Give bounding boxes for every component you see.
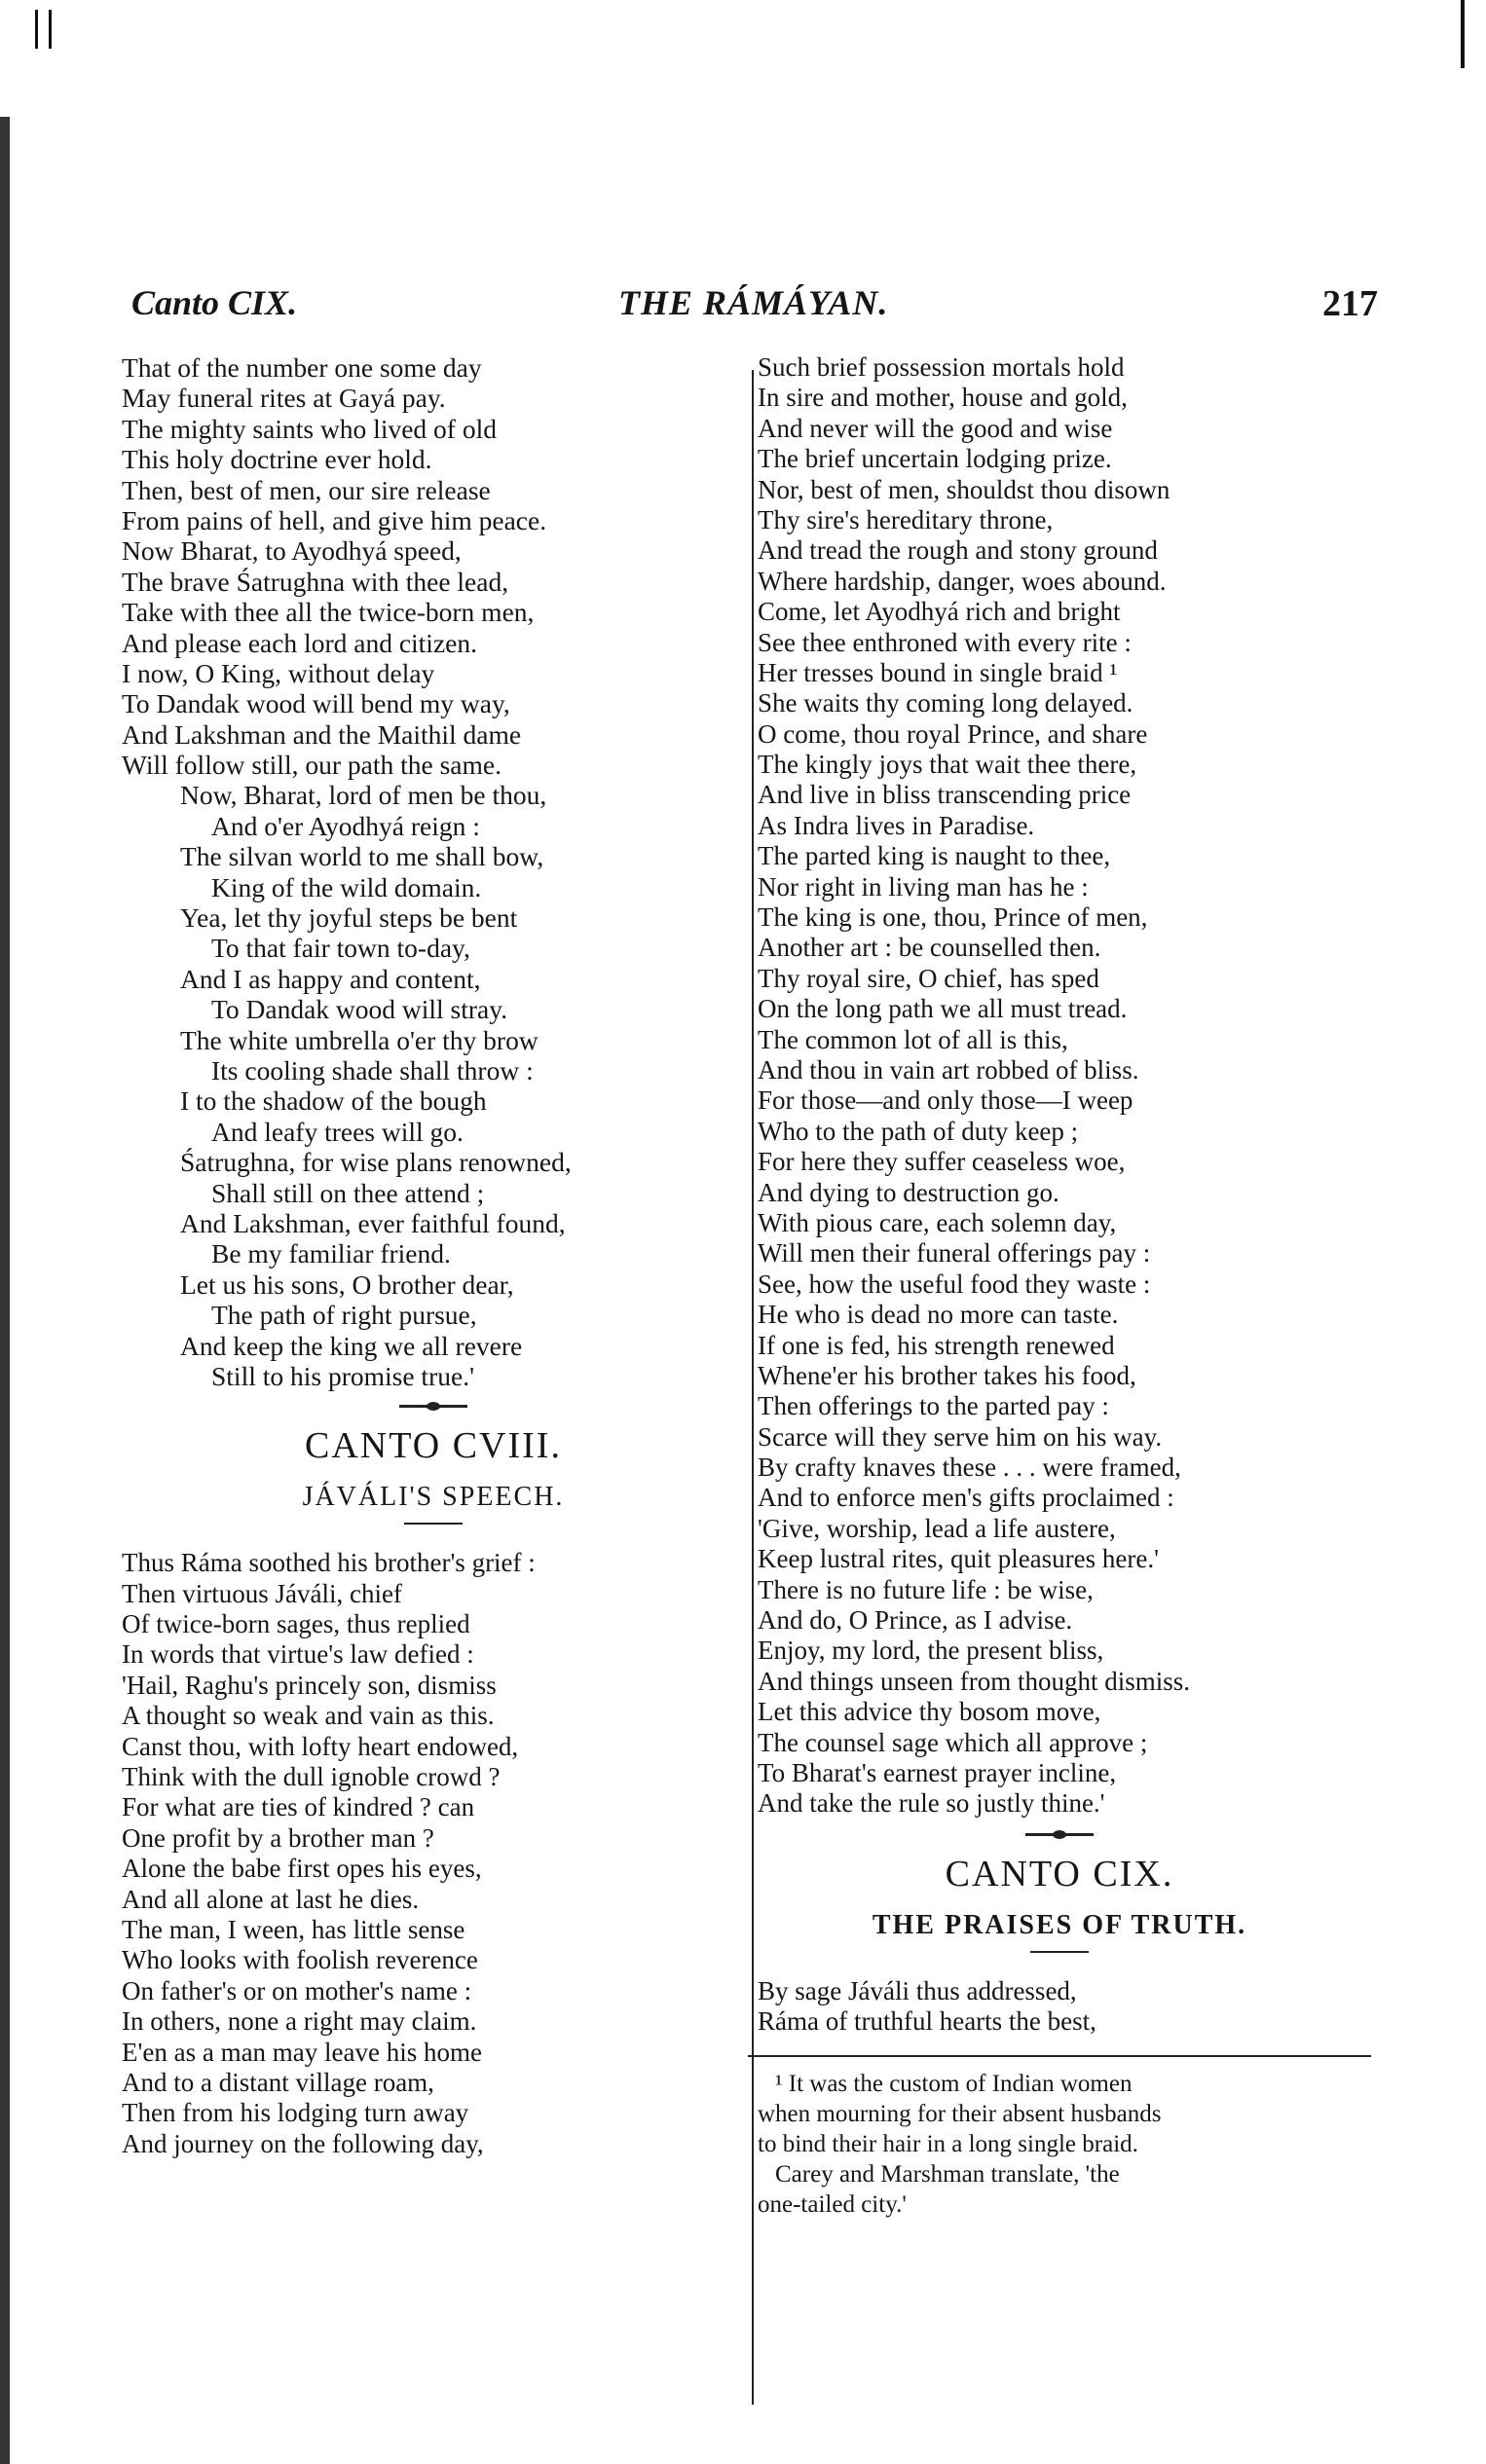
verse-line: And please each lord and citizen.: [122, 627, 477, 658]
canto-cix-opening-verse: [758, 1976, 1361, 2038]
verse-line: And tread the rough and stony ground: [758, 535, 1158, 566]
verse-line: Śatrughna, for wise plans renowned,: [180, 1147, 572, 1178]
verse-line: The kingly joys that wait thee there,: [758, 750, 1137, 780]
verse-line: From pains of hell, and give him peace.: [122, 504, 547, 535]
footnote-line: one-tailed city.': [758, 2190, 907, 2218]
footnote-line: Carey and Marshman translate, 'the: [775, 2160, 1120, 2188]
verse-line: Then virtuous Jáváli, chief: [122, 1578, 402, 1608]
verse-line: And keep the king we all revere: [180, 1330, 523, 1361]
verse-line: Will follow still, our path the same.: [122, 750, 502, 781]
verse-line: Thy royal sire, O chief, has sped: [758, 963, 1099, 993]
verse-line: Whene'er his brother takes his food,: [758, 1360, 1136, 1390]
stanza-verse-2: [122, 780, 745, 1391]
verse-line: There is no future life : be wise,: [758, 1574, 1094, 1604]
verse-line: Canst thou, with lofty heart endowed,: [122, 1731, 519, 1761]
page-number: 217: [1322, 283, 1378, 324]
running-head-canto: Canto CIX.: [131, 283, 298, 322]
verse-line: Her tresses bound in single braid ¹: [758, 657, 1118, 687]
verse-line: See thee enthroned with every rite :: [758, 627, 1132, 657]
verse-line: In sire and mother, house and gold,: [758, 383, 1128, 413]
verse-line: Nor, best of men, shouldst thou disown: [758, 474, 1170, 504]
verse-line: Be my familiar friend.: [211, 1238, 451, 1269]
verse-line: Scarce will they serve him on his way.: [758, 1421, 1163, 1452]
verse-line: And all alone at last he dies.: [122, 1884, 420, 1914]
column-divider: [752, 370, 754, 2405]
verse-line: Another art : be counselled then.: [758, 933, 1101, 963]
verse-line: Such brief possession mortals hold: [758, 352, 1125, 382]
verse-line: Who looks with foolish reverence: [122, 1945, 478, 1975]
verse-line: The man, I ween, has little sense: [122, 1914, 465, 1944]
verse-line: And take the rule so justly thine.': [758, 1788, 1105, 1819]
verse-line: The path of right pursue,: [211, 1300, 477, 1331]
verse-line: By crafty knaves these . . . were framed,: [758, 1453, 1181, 1483]
verse-line: To Bharat's earnest prayer incline,: [758, 1757, 1117, 1787]
verse-line: E'en as a man may leave his home: [122, 2037, 482, 2067]
page-header: [131, 282, 1397, 331]
verse-line: The parted king is naught to thee,: [758, 841, 1111, 871]
verse-line: Let this advice thy bosom move,: [758, 1697, 1101, 1727]
verse-line: And never will the good and wise: [758, 413, 1113, 443]
verse-line: And leafy trees will go.: [211, 1116, 464, 1147]
verse-line: And Lakshman and the Maithil dame: [122, 718, 522, 750]
verse-line: Shall still on thee attend ;: [211, 1177, 485, 1208]
subtitle-rule: [1030, 1951, 1089, 1953]
verse-line: Enjoy, my lord, the present bliss,: [758, 1636, 1104, 1666]
verse-line: She waits thy coming long delayed.: [758, 688, 1133, 718]
verse-line: And dying to destruction go.: [758, 1177, 1059, 1207]
verse-line: For here they suffer ceaseless woe,: [758, 1147, 1126, 1177]
verse-line: To Dandak wood will stray.: [211, 994, 508, 1025]
verse-line: Will men their funeral offerings pay :: [758, 1238, 1151, 1269]
verse-line: And live in bliss transcending price: [758, 780, 1132, 810]
verse-line: And do, O Prince, as I advise.: [758, 1605, 1073, 1636]
verse-line: And o'er Ayodhyá reign :: [211, 810, 480, 841]
verse-line: The counsel sage which all approve ;: [758, 1727, 1148, 1757]
verse-line: O come, thou royal Prince, and share: [758, 718, 1148, 749]
verse-line: Think with the dull ignoble crowd ?: [122, 1762, 501, 1792]
verse-line: To that fair town to-day,: [211, 933, 470, 964]
verse-line: The silvan world to me shall bow,: [180, 841, 544, 872]
verse-line: The white umbrella o'er thy brow: [180, 1024, 539, 1055]
verse-line: The brave Śatrughna with thee lead,: [122, 566, 509, 597]
verse-line: See, how the useful food they waste :: [758, 1269, 1151, 1299]
verse-line: 'Give, worship, lead a life austere,: [758, 1513, 1116, 1543]
verse-line: The mighty saints who lived of old: [122, 413, 497, 444]
verse-line: Its cooling shade shall throw :: [211, 1054, 534, 1085]
section-ornament: [1025, 1833, 1094, 1836]
verse-line: Then from his lodging turn away: [122, 2098, 469, 2128]
verse-line: A thought so weak and vain as this.: [122, 1701, 495, 1731]
verse-line: Yea, let thy joyful steps be bent: [180, 902, 518, 934]
verse-line: Let us his sons, O brother dear,: [180, 1269, 514, 1300]
scan-edge-left: [0, 117, 10, 2464]
verse-line: That of the number one some day: [122, 352, 482, 383]
footnote-line: to bind their hair in a long single braid.: [758, 2130, 1138, 2157]
verse-line: Then, best of men, our sire release: [122, 474, 491, 505]
footnote: [758, 2069, 1361, 2220]
verse-line: Nor right in living man has he :: [758, 871, 1089, 901]
verse-line: In words that virtue's law defied :: [122, 1639, 474, 1670]
verse-line: Now Bharat, to Ayodhyá speed,: [122, 535, 462, 567]
verse-line: Then offerings to the parted pay :: [758, 1391, 1109, 1421]
footnote-rule: [748, 2055, 1371, 2057]
verse-line: For what are ties of kindred ? can: [122, 1792, 475, 1822]
scan-edge-right-mark: [1461, 0, 1465, 68]
canto-subtitle-cviii: JÁVÁLI'S SPEECH.: [302, 1482, 565, 1513]
canto-title-cix: CANTO CIX.: [945, 1853, 1174, 1894]
verse-line: Ráma of truthful hearts the best,: [758, 2006, 1096, 2037]
verse-line: By sage Jáváli thus addressed,: [758, 1975, 1077, 2005]
verse-line: This holy doctrine ever hold.: [122, 444, 432, 475]
verse-line: And to a distant village roam,: [122, 2067, 434, 2097]
verse-line: Of twice-born sages, thus replied: [122, 1609, 470, 1639]
subtitle-rule: [404, 1523, 463, 1525]
canto-subtitle-cix: THE PRAISES OF TRUTH.: [872, 1909, 1247, 1940]
verse-line: As Indra lives in Paradise.: [758, 810, 1035, 840]
verse-line: And to enforce men's gifts proclaimed :: [758, 1483, 1174, 1513]
verse-line: One profit by a brother man ?: [122, 1822, 434, 1853]
verse-line: Thus Ráma soothed his brother's grief :: [122, 1548, 536, 1578]
continued-verse: [758, 352, 1361, 1820]
verse-line: If one is fed, his strength renewed: [758, 1330, 1115, 1360]
section-ornament: [399, 1405, 467, 1408]
verse-line: Where hardship, danger, woes abound.: [758, 566, 1167, 596]
verse-line: Come, let Ayodhyá rich and bright: [758, 597, 1121, 627]
verse-line: Who to the path of duty keep ;: [758, 1116, 1079, 1146]
javali-speech-verse: [122, 1548, 745, 2159]
verse-line: And I as happy and content,: [180, 963, 481, 994]
verse-line: Thy sire's hereditary throne,: [758, 504, 1054, 534]
verse-line: He who is dead no more can taste.: [758, 1300, 1119, 1330]
verse-line: The king is one, thou, Prince of men,: [758, 902, 1148, 933]
verse-line: The common lot of all is this,: [758, 1024, 1068, 1054]
footnote-line: ¹ It was the custom of Indian women: [775, 2070, 1133, 2097]
right-column: [758, 352, 1361, 2220]
verse-line: And thou in vain art robbed of bliss.: [758, 1054, 1139, 1085]
verse-line: Still to his promise true.': [211, 1360, 475, 1391]
canto-title-cviii: CANTO CVIII.: [305, 1425, 562, 1467]
footnote-line: when mourning for their absent husbands: [758, 2100, 1162, 2127]
verse-line: Keep lustral rites, quit pleasures here.': [758, 1544, 1159, 1574]
verse-line: King of the wild domain.: [211, 871, 482, 902]
running-head-title: THE RÁMÁYAN.: [618, 283, 889, 322]
verse-line: On the long path we all must tread.: [758, 994, 1128, 1024]
verse-line: I to the shadow of the bough: [180, 1085, 487, 1117]
verse-line: To Dandak wood will bend my way,: [122, 688, 510, 719]
verse-line: For those—and only those—I weep: [758, 1085, 1133, 1116]
verse-line: And things unseen from thought dismiss.: [758, 1666, 1190, 1696]
verse-line: And journey on the following day,: [122, 2128, 484, 2158]
verse-line: I now, O King, without delay: [122, 657, 435, 688]
verse-line: May funeral rites at Gayá pay.: [122, 383, 446, 414]
verse-line: The brief uncertain lodging prize.: [758, 444, 1112, 474]
verse-line: With pious care, each solemn day,: [758, 1207, 1117, 1237]
verse-line: And Lakshman, ever faithful found,: [180, 1207, 566, 1238]
verse-line: On father's or on mother's name :: [122, 1975, 472, 2005]
stanza-verse-1: [122, 352, 745, 780]
scan-edge-mark-top: [35, 10, 38, 49]
left-column: [122, 352, 745, 2159]
verse-line: In others, none a right may claim.: [122, 2006, 477, 2037]
scan-edge-mark-top-2: [49, 10, 52, 49]
verse-line: 'Hail, Raghu's princely son, dismiss: [122, 1670, 497, 1700]
verse-line: Take with thee all the twice-born men,: [122, 597, 535, 628]
verse-line: Alone the babe first opes his eyes,: [122, 1854, 482, 1884]
verse-line: Now, Bharat, lord of men be thou,: [180, 780, 547, 811]
